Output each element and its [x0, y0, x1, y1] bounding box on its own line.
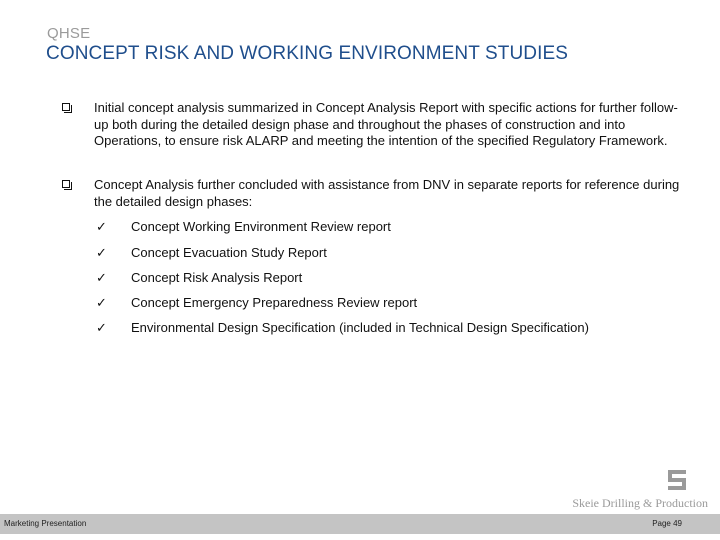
section-kicker: QHSE [47, 25, 91, 42]
page-number: Page 49 [652, 519, 682, 528]
checkmark-icon: ✓ [96, 270, 107, 285]
footer-presentation-label: Marketing Presentation [4, 519, 87, 528]
page-title: CONCEPT RISK AND WORKING ENVIRONMENT STUDIES [46, 43, 569, 64]
skeie-logo-icon [668, 470, 686, 490]
bullet-text: Initial concept analysis summarized in Concept Analysis Report with specific actions for further follow-up both during the detailed design phase and throughout the phases of construction and into Operations, to ensure risk ALARP and meeting the intention of the specified Regulatory Framework. [94, 100, 678, 148]
checkmark-icon: ✓ [96, 219, 107, 234]
sub-list-item-label: Concept Risk Analysis Report [131, 270, 303, 285]
sub-list-item-label: Environmental Design Specification (included in Technical Design Specification) [131, 320, 589, 335]
sub-list-item-label: Concept Emergency Preparedness Review report [131, 295, 418, 310]
sub-list-item-label: Concept Evacuation Study Report [131, 245, 327, 260]
square-bullet-icon [62, 180, 70, 188]
square-bullet-icon [62, 103, 70, 111]
footer-bar [0, 514, 720, 534]
checkmark-icon: ✓ [96, 295, 107, 310]
checkmark-icon: ✓ [96, 245, 107, 260]
checkmark-icon: ✓ [96, 320, 107, 335]
sub-list-item-label: Concept Working Environment Review report [131, 219, 391, 234]
bullet-text: Concept Analysis further concluded with assistance from DNV in separate reports for reference during the detailed design phases: [94, 177, 680, 209]
company-logo-text: Skeie Drilling & Production [572, 496, 708, 510]
